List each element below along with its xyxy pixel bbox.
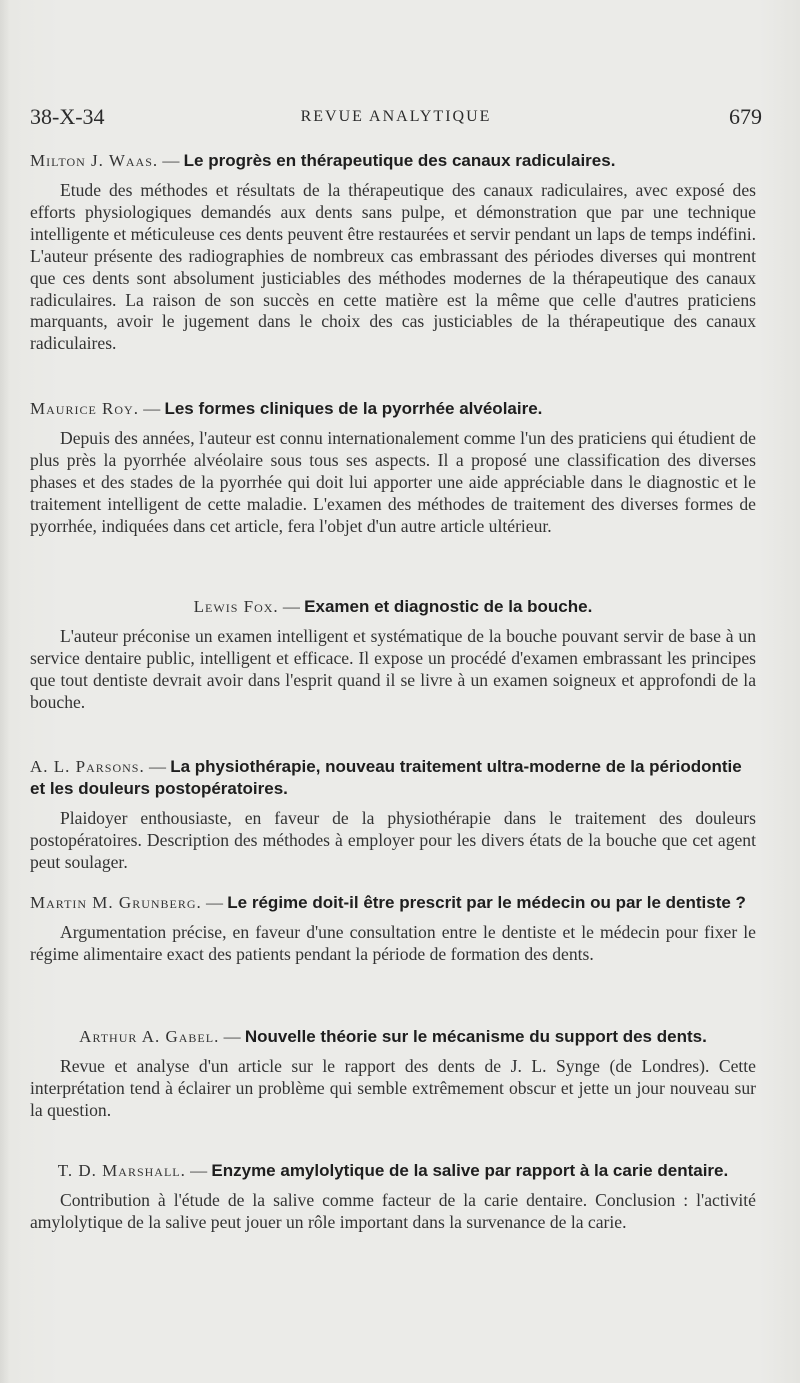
article-waas <box>30 150 756 355</box>
article-heading: Martin M. Grunberg. — Le régime doit-il être prescrit par le médecin ou par le dentiste ? <box>30 893 746 912</box>
article-author: Maurice Roy. <box>30 399 139 418</box>
article-author: Arthur A. Gabel. <box>79 1027 220 1046</box>
article-author: T. D. Marshall. <box>57 1161 186 1180</box>
article-title: Les formes cliniques de la pyorrhée alvéolaire. <box>164 399 543 418</box>
article-title: Enzyme amylolytique de la salive par rapport à la carie dentaire. <box>211 1161 729 1180</box>
article-heading: Lewis Fox. — Examen et diagnostic de la bouche. <box>193 597 593 616</box>
article-grunberg <box>30 892 756 966</box>
article-roy <box>30 398 756 538</box>
article-heading: T. D. Marshall. — Enzyme amylolytique de la salive par rapport à la carie dentaire. <box>57 1161 729 1180</box>
article-title: Le progrès en thérapeutique des canaux radiculaires. <box>183 151 616 170</box>
article-title: Le régime doit-il être prescrit par le médecin ou par le dentiste ? <box>227 893 746 912</box>
article-author: Martin M. Grunberg. <box>30 893 202 912</box>
issue-date: 38-X-34 <box>30 104 105 129</box>
page-number: 679 <box>729 104 762 129</box>
article-parsons <box>30 756 756 874</box>
article-marshall <box>30 1160 756 1234</box>
article-heading: A. L. Parsons. — La physiothérapie, nouveau traitement ultra-moderne de la périodontie et les douleurs postopératoires. <box>30 757 742 798</box>
article-heading: Milton J. Waas. — Le progrès en thérapeutique des canaux radiculaires. <box>30 151 616 170</box>
article-title: Nouvelle théorie sur le mécanisme du support des dents. <box>244 1027 707 1046</box>
article-heading: Maurice Roy. — Les formes cliniques de la pyorrhée alvéolaire. <box>30 399 543 418</box>
journal-title: REVUE ANALYTIQUE <box>300 108 492 125</box>
article-author: A. L. Parsons. <box>30 757 145 776</box>
article-body: Depuis des années, l'auteur est connu internationalement comme l'un des praticiens qui étudient de plus près la pyorrhée alvéolaire sous tous ses aspects. Il a proposé une classification des diverses phases et des stades de la pyorrhée qui doit lui apporter une aide appréciable dans le diagnostic et le traitement intelligent de cette maladie. L'examen des méthodes de traitement des diverses formes de pyorrhée, indiquées dans cet article, fera l'objet d'un autre article ultérieur. <box>30 428 756 536</box>
article-author: Milton J. Waas. <box>30 151 159 170</box>
article-body: Contribution à l'étude de la salive comme facteur de la carie dentaire. Conclusion : l'activité amylolytique de la salive peut jouer un rôle important dans la survenance de la carie. <box>30 1190 756 1232</box>
article-body: Revue et analyse d'un article sur le rapport des dents de J. L. Synge (de Londres). Cette interprétation tend à éclairer un problème qui semble extrêmement obscur et jette un jour nouveau sur la question. <box>30 1056 756 1120</box>
article-fox <box>30 596 756 714</box>
article-body: Argumentation précise, en faveur d'une consultation entre le dentiste et le médecin pour fixer le régime alimentaire exact des patients pendant la période de formation des dents. <box>30 922 756 964</box>
article-author: Lewis Fox. <box>193 597 279 616</box>
article-body: Plaidoyer enthousiaste, en faveur de la physiothérapie dans le traitement des douleurs postopératoires. Description des méthodes à employer pour les divers états de la bouche que cet agent peut soulager. <box>30 808 756 872</box>
article-gabel <box>30 1026 756 1122</box>
article-title: Examen et diagnostic de la bouche. <box>304 597 593 616</box>
article-title: La physiothérapie, nouveau traitement ultra-moderne de la périodontie et les douleurs postopératoires. <box>30 757 742 798</box>
article-heading: Arthur A. Gabel. — Nouvelle théorie sur le mécanisme du support des dents. <box>79 1027 707 1046</box>
article-body: L'auteur préconise un examen intelligent et systématique de la bouche pouvant servir de base à un service dentaire public, intelligent et efficace. Il expose un procédé d'examen embrassant les principes que tout dentiste devrait avoir dans l'esprit quand il se livre à un examen soigneux et approfondi de la bouche. <box>30 626 756 712</box>
page-header <box>30 104 762 134</box>
article-body: Etude des méthodes et résultats de la thérapeutique des canaux radiculaires, avec exposé des efforts physiologiques demandés aux dents sans pulpe, et démonstration que par une technique intelligente et méticuleuse ces dents peuvent être restaurées et servir pendant un laps de temps indéfini. L'auteur présente des radiographies de nombreux cas embrassant des périodes diverses qui montrent que ces dents sont absolument justiciables des méthodes modernes de la thérapeutique des canaux radiculaires. La raison de son succès en cette matière est la même que celle d'autres praticiens marquants, avoir le jugement dans le choix des cas justiciables de la thérapeutique des canaux radiculaires. <box>30 180 756 354</box>
